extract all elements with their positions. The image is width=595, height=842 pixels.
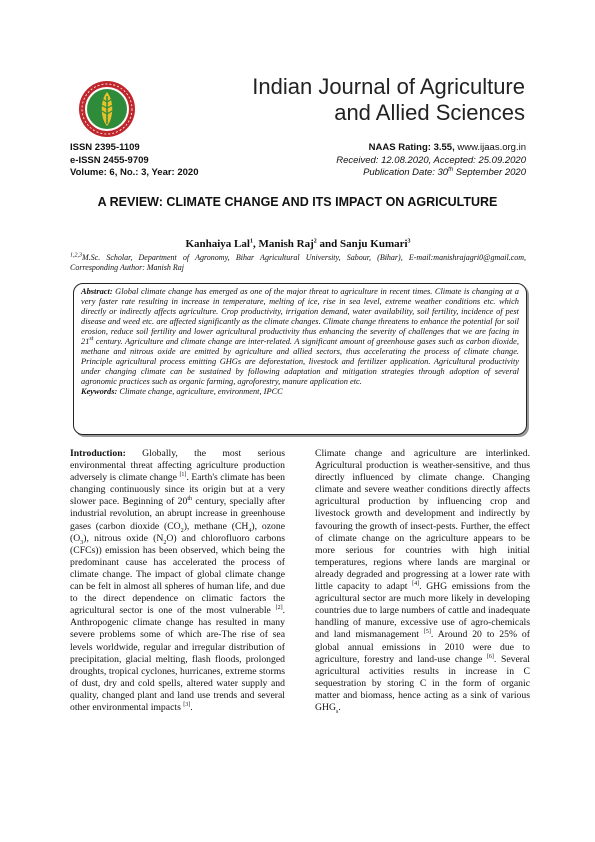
volume-info: Volume: 6, No.: 3, Year: 2020	[70, 167, 199, 178]
publication-date-sup: th	[448, 166, 454, 173]
left-text-6: ), nitrous oxide (N	[83, 532, 164, 544]
left-text-5: ), ozone (O	[70, 520, 285, 544]
naas-rating: NAAS Rating: 3.55,	[368, 142, 455, 153]
publication-date-suffix: September 2020	[453, 167, 526, 178]
issn: ISSN 2395-1109	[70, 142, 140, 153]
affiliation-text: M.Sc. Scholar, Department of Agronomy, Bihar Agricultural University, Sabour, (Bihar), E-mail:manishrajagri0@gmail.com, Corresponding Author: Manish Raj	[70, 253, 526, 272]
ref-6: [6]	[486, 653, 494, 660]
keywords-text: Climate change, agriculture, environment, IPCC	[117, 387, 283, 396]
right-text-4: . Several agricultural activities results in increase in C sequestration by storing C in the form of organic matter and biomass, hence acting as a sink of various GHG	[315, 653, 530, 713]
publication-date-prefix: Publication Date: 30	[363, 167, 449, 178]
author-2: , Manish Raj	[252, 238, 314, 250]
abstract-sup: st	[89, 336, 94, 343]
left-text-4: ), methane (CH	[183, 520, 249, 532]
author-3-sup: 3	[407, 238, 411, 245]
abstract-label: Abstract:	[81, 287, 113, 296]
sub-s: s	[336, 708, 339, 715]
right-text-2: . GHG emissions from the agricultural sector are much more likely in developing countries due to large numbers of cattle and inadequate handling of manure, excessive use of agro-chemicals and land mismanagement	[315, 581, 530, 641]
sub-ch4: 4	[248, 527, 252, 534]
sub-n2o: 2	[163, 539, 167, 546]
abstract-box	[73, 283, 527, 435]
left-text-3: century, specially after industrial revolution, an abrupt increase in greenhouse gases (carbon dioxide (CO	[70, 496, 285, 532]
abstract	[81, 287, 519, 387]
journal-title-line2: and Allied Sciences	[334, 100, 525, 125]
journal-logo-icon	[78, 80, 136, 138]
left-text-1: Globally, the most serious environmental threat affecting agriculture production adversely is climate change	[70, 448, 285, 484]
journal-identifiers	[70, 142, 290, 180]
paper-title: A REVIEW: CLIMATE CHANGE AND ITS IMPACT ON AGRICULTURE	[97, 195, 498, 209]
author-2-sup: 2	[313, 238, 317, 245]
ref-2: [2]	[275, 604, 283, 611]
left-text-2: . Earth's climate has been changing continuously since its origin but at a very slower pace. Beginning of 20	[70, 472, 285, 508]
sup-20th: th	[187, 496, 193, 503]
affiliation	[70, 253, 526, 273]
affiliation-sup: 1,2,3	[70, 252, 82, 259]
journal-website[interactable]: www.ijaas.org.in	[454, 142, 526, 153]
journal-title-line1: Indian Journal of Agriculture	[252, 74, 525, 99]
authors	[70, 238, 526, 250]
right-text-5: .	[338, 701, 341, 713]
ref-1: [1]	[179, 471, 187, 478]
journal-title	[200, 74, 525, 126]
author-3: and Sanju Kumari	[316, 238, 408, 250]
ref-3: [3]	[183, 701, 191, 708]
received-accepted: Received: 12.08.2020, Accepted: 25.09.2020	[336, 154, 526, 166]
abstract-text-b: century. Agriculture and climate change are inter-related. A significant amount of greenhouse gases such as carbon dioxide, methane and nitrous oxide are emitted by agriculture and allied sectors, thus accelerating the process of climate change. Principle agricultural process emitting GHGs are deforestation, livestock and fertilizer application. Agricultural productivity under changing climate can be sustained by following adaptation and mitigation strategies through adoption of several agronomic practices such as organic farming, agroforestry, manure application etc.	[81, 337, 519, 386]
body-column-left	[70, 448, 285, 714]
keywords-label: Keywords:	[81, 387, 118, 396]
author-1: Kanhaiya Lal	[185, 238, 250, 250]
left-text-7: O) and chlorofluoro carbons (CFCs)) emission has been observed, which being the predominant cause has accelerated the process of climate change. The impact of global climate change can be felt in almost all spheres of human life, and due to the direct dependence on climatic factors the agricultural sector is one of the most vulnerable	[70, 532, 285, 617]
left-text-8: . Anthropogenic climate change has resulted in many severe problems some of which are-The rise of sea levels worldwide, regular and irregular distribution of precipitation, glacial melting, flash floods, prolonged droughts, tropical cyclones, hurricanes, extreme storms of dust, dry and cold spells, altered water supply and quality, changed plant and land use trends and several other environmental impacts	[70, 605, 285, 713]
ref-4: [4]	[412, 580, 420, 587]
introduction-heading: Introduction:	[70, 448, 126, 459]
naas-rating-line	[290, 142, 526, 155]
publication-date	[290, 167, 526, 180]
right-text-3: . Around 20 to 25% of global annual emissions in 2010 were due to agriculture, forestry and land-use change	[315, 629, 531, 665]
sub-o3: 3	[80, 539, 84, 546]
abstract-text-a: Global climate change has emerged as one of the major threat to agriculture in recent times. Climate is changing at a very faster rate resulting in increase in temperature, melting of ice, rise in sea level, extreme weather conditions etc. which directly or indirectly affects agriculture. Crop productivity, irrigation demand, water availability, soil fertility, incidence of pest disease and weed etc. are affected significantly as the climate changes. Climate change threatens to enhance the potential for soil erosion, reduce soil fertility and lower agricultural productivity thus enhancing the severity of challenges that we are facing in 21	[81, 287, 519, 346]
journal-dates	[290, 142, 526, 180]
body-column-right	[315, 448, 530, 714]
eissn: e-ISSN 2455-9709	[70, 154, 149, 166]
sub-co2: 2	[180, 527, 184, 534]
author-1-sup: 1	[249, 238, 253, 245]
keywords	[81, 387, 519, 397]
right-text-1: Climate change and agriculture are interlinked. Agricultural production is weather-sensitive, and thus directly influenced by climate change. Changing climate and severe weather conditions directly affects agricultural production by influencing crop and livestock growth and development and indirectly by favouring the growth of insect-pests. Further, the effect of climate change on the agriculture appears to be more serious for countries with high initial temperatures, regions where lands are marginal or already degraded and progressing at a lower rate with little capacity to adapt	[315, 448, 530, 593]
ref-5: [5]	[423, 629, 431, 636]
left-text-9: .	[190, 701, 193, 713]
